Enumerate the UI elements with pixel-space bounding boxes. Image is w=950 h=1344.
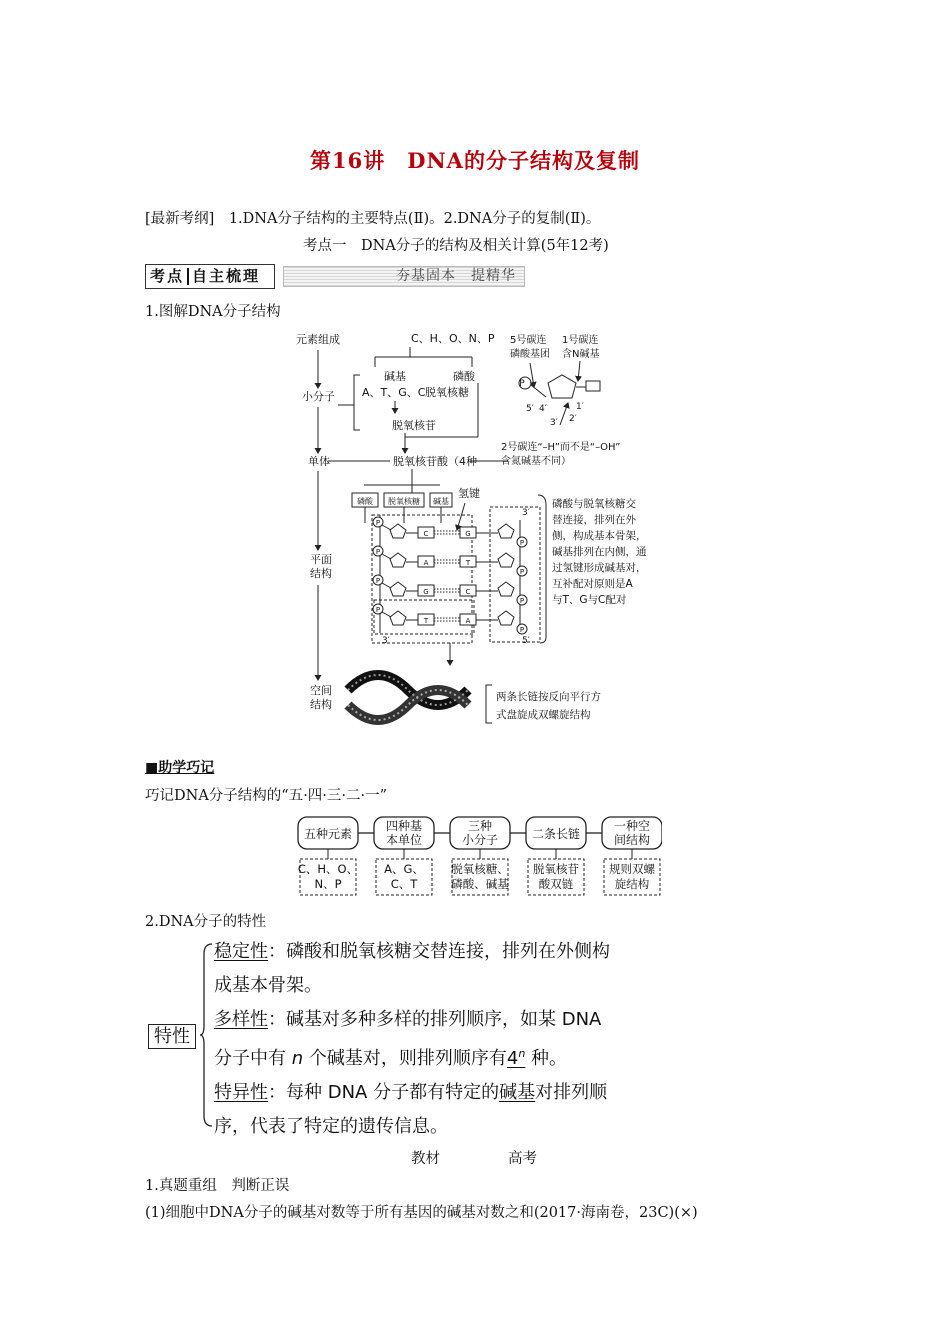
note-c5-2: 磷酸基团 bbox=[510, 349, 550, 360]
right-note-6: 互补配对原则是A bbox=[552, 578, 633, 590]
mnemonic-bottom-text: 规则双螺 bbox=[609, 862, 655, 876]
mnemonic-top-text: 二条长链 bbox=[531, 827, 581, 841]
helix-note-1: 两条长链按反向平行方 bbox=[496, 691, 601, 703]
mnemonic-item bbox=[450, 817, 526, 895]
label-small-molecule: 小分子 bbox=[302, 390, 335, 403]
mnemonic-top-text: 一种空 bbox=[613, 819, 651, 833]
right-note-7: 与T、G与C配对 bbox=[552, 594, 627, 606]
stable-head: 稳定性 bbox=[214, 941, 268, 962]
prime-2: 2′ bbox=[569, 414, 577, 424]
nucleotide-text: 脱氧核苷酸（4种 bbox=[393, 455, 477, 468]
phosphate-p-right: P bbox=[519, 539, 525, 547]
mnemonic-top-text: 小分子 bbox=[461, 833, 499, 847]
prime-4: 4′ bbox=[539, 404, 547, 414]
stable-line-b: 成基本骨架。 bbox=[214, 975, 322, 996]
traits-label-wrap bbox=[148, 1020, 196, 1054]
base-right: C bbox=[465, 588, 471, 596]
diverse-power: 4$^n$ bbox=[506, 1047, 526, 1069]
jiaocai-label: 教材 bbox=[411, 1151, 440, 1167]
mnemonic-top-text: 间结构 bbox=[613, 833, 651, 847]
traits-label: 特性 bbox=[148, 1024, 196, 1049]
banner-label: 考点 自主梳理 bbox=[145, 264, 275, 289]
right-note-1: 磷酸与脱氧核糖交 bbox=[552, 498, 636, 510]
prime-top-right: 3′ bbox=[522, 508, 530, 518]
diverse-head: 多样性 bbox=[214, 1009, 268, 1030]
page-title: 第16讲 DNA的分子结构及复制 bbox=[310, 148, 640, 173]
prime-bottom-right: 5′ bbox=[522, 636, 530, 646]
box-sugar: 脱氧核糖 bbox=[388, 497, 420, 506]
label-space-1: 空间 bbox=[310, 684, 332, 697]
base-left: G bbox=[423, 588, 429, 596]
note-c2-2: 含氮碱基不同） bbox=[501, 456, 571, 467]
gaokao-label: 高考 bbox=[508, 1151, 537, 1167]
base-right: A bbox=[465, 617, 471, 625]
phosphate-p-right: P bbox=[519, 597, 525, 605]
nucleoside-text: 脱氧核苷 bbox=[392, 419, 436, 432]
mnemonic-bottom-text: 脱氧核糖、 bbox=[451, 862, 509, 876]
dna-structure-diagram bbox=[290, 325, 670, 750]
diverse-b3: 种。 bbox=[525, 1048, 568, 1069]
right-note-4: 碱基排列在内侧，通 bbox=[552, 546, 647, 558]
hbond-text: 氢键 bbox=[458, 487, 480, 500]
right-note-2: 替连接，排列在外 bbox=[552, 514, 636, 526]
section-2-heading: 2.DNA分子的特性 bbox=[145, 914, 267, 930]
section-1-heading: 1.图解DNA分子结构 bbox=[145, 304, 281, 320]
right-note-3: 侧，构成基本骨架， bbox=[552, 530, 647, 542]
phosphate-p: P bbox=[375, 519, 381, 527]
note-c1-1: 1号碳连 bbox=[562, 335, 599, 346]
base-left: C bbox=[423, 530, 429, 538]
specific-head: 特异性 bbox=[214, 1082, 268, 1103]
memo-line: 巧记DNA分子结构的“五·四·三·二·一” bbox=[145, 788, 388, 804]
diverse-n: n bbox=[291, 1048, 304, 1069]
mnemonic-item bbox=[602, 817, 662, 895]
label-plane-1: 平面 bbox=[310, 553, 332, 566]
base-pair-row bbox=[373, 546, 527, 576]
mnemonic-bottom-text: 酸双链 bbox=[538, 877, 574, 891]
banner-fill bbox=[283, 266, 525, 287]
mini-p: P bbox=[519, 379, 525, 389]
mnemonic-diagram bbox=[296, 813, 662, 899]
mnemonic-item bbox=[298, 817, 374, 895]
traits-brace bbox=[200, 942, 214, 1128]
base-right: T bbox=[465, 559, 471, 567]
mnemonic-item bbox=[526, 817, 602, 895]
real-question-heading: 1.真题重组 判断正误 bbox=[145, 1178, 290, 1194]
mnemonic-bottom-text: 磷酸、碱基 bbox=[451, 877, 509, 891]
mnemonic-bottom-text: C、T bbox=[390, 877, 418, 891]
box-base: 碱基 bbox=[433, 497, 449, 506]
syllabus-line: [最新考纲] 1.DNA分子结构的主要特点(Ⅱ)。2.DNA分子的复制(Ⅱ)。 bbox=[145, 211, 601, 227]
mnemonic-top-text: 三种 bbox=[467, 819, 493, 833]
diverse-line-a: ：碱基对多种多样的排列顺序，如某 DNA bbox=[268, 1009, 602, 1030]
prime-1: 1′ bbox=[576, 402, 584, 412]
helix-note-2: 式盘旋成双螺旋结构 bbox=[496, 709, 591, 721]
right-note-5: 过氢键形成碱基对， bbox=[552, 562, 647, 574]
stable-line-a: ：磷酸和脱氧核糖交替连接，排列在外侧构 bbox=[268, 941, 610, 962]
double-helix-image bbox=[348, 675, 468, 720]
banner-slogan: 夯基固本 提精华 bbox=[396, 268, 516, 284]
phosphate-p: P bbox=[375, 577, 381, 585]
mnemonic-top-text: 五种元素 bbox=[303, 827, 353, 841]
specific-line-b: 序，代表了特定的遗传信息。 bbox=[214, 1116, 448, 1137]
note-c1-2: 含N碱基 bbox=[562, 349, 600, 360]
mnemonic-bottom-text: 旋结构 bbox=[614, 877, 650, 891]
note-c5-1: 5号碳连 bbox=[510, 335, 547, 346]
base-list-text: A、T、G、C bbox=[362, 386, 426, 399]
real-question-1: (1)细胞中DNA分子的碱基对数等于所有基因的碱基对数之和(2017·海南卷，23C)(×) bbox=[145, 1205, 698, 1221]
box-phosphate: 磷酸 bbox=[357, 497, 373, 506]
mnemonic-bottom-text: 脱氧核苷 bbox=[533, 862, 579, 876]
specific-a1: ：每种 DNA 分子都有特定的 bbox=[268, 1082, 500, 1103]
mnemonic-item bbox=[374, 817, 450, 895]
label-elements: 元素组成 bbox=[296, 333, 340, 346]
base-text: 碱基 bbox=[384, 370, 406, 383]
traits-text bbox=[214, 935, 610, 1144]
specific-a2: 对排列顺 bbox=[535, 1082, 608, 1103]
mnemonic-top-text: 四种基 bbox=[385, 819, 423, 833]
section-banner bbox=[145, 264, 525, 289]
base-left: T bbox=[423, 617, 429, 625]
mnemonic-top-text: 本单位 bbox=[385, 833, 423, 847]
phosphate-p: P bbox=[375, 548, 381, 556]
phosphate-text: 磷酸 bbox=[453, 370, 475, 383]
phosphate-p-right: P bbox=[519, 568, 525, 576]
prime-bottom-left: 3′ bbox=[382, 636, 390, 646]
phosphate-p-right: P bbox=[519, 626, 525, 634]
point-heading: 考点一 DNA分子的结构及相关计算(5年12考) bbox=[303, 238, 609, 254]
base-pair-row bbox=[373, 517, 527, 547]
label-monomer: 单体 bbox=[308, 455, 330, 468]
mnemonic-bottom-text: A、G、 bbox=[384, 862, 424, 876]
elements-text: C、H、O、N、P bbox=[411, 332, 495, 345]
base-left: A bbox=[423, 559, 429, 567]
diverse-b1: 分子中有 bbox=[214, 1048, 292, 1069]
diverse-b2: 个碱基对，则排列顺序有 bbox=[303, 1048, 507, 1069]
label-plane-2: 结构 bbox=[310, 567, 332, 580]
specific-word: 碱基 bbox=[499, 1082, 536, 1103]
base-pair-row bbox=[373, 604, 527, 634]
memo-heading: ■助学巧记 bbox=[145, 760, 215, 776]
mnemonic-bottom-text: C、H、O、 bbox=[297, 862, 359, 876]
deoxyribose-text: 脱氧核糖 bbox=[425, 386, 469, 399]
phosphate-p: P bbox=[375, 606, 381, 614]
base-right: G bbox=[465, 530, 471, 538]
mnemonic-bottom-text: N、P bbox=[314, 877, 342, 891]
prime-3: 3′ bbox=[550, 418, 558, 428]
prime-5: 5′ bbox=[526, 404, 534, 414]
note-c2-1: 2号碳连“–H”而不是“–OH” bbox=[501, 442, 621, 453]
label-space-2: 结构 bbox=[310, 698, 332, 711]
